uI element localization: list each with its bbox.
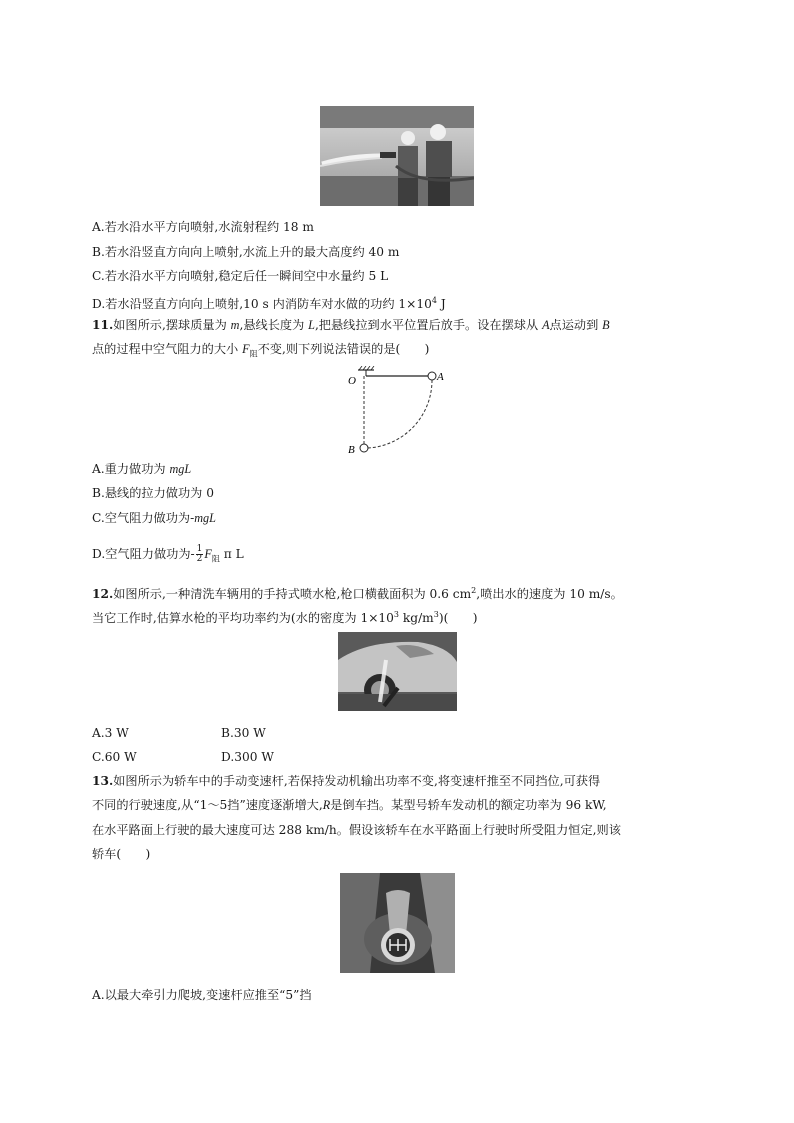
- q11-stem-line1: [92, 317, 610, 333]
- q10-option-b: B.若水沿竖直方向向上喷射,水流上升的最大高度约 40 m: [92, 245, 400, 259]
- q13-var-r: R: [322, 798, 331, 812]
- q11-option-d-f-sub: 阻: [211, 554, 220, 564]
- swing-arc: [368, 380, 432, 448]
- q12-number: 12.: [92, 587, 114, 602]
- q10-option-d-text: D.若水沿竖直方向向上喷射,10 s 内消防车对水做的功约 1×10: [92, 297, 432, 312]
- car-wash-photo: [338, 632, 457, 711]
- q11-fraction: [196, 545, 204, 564]
- q12-sup-3: 3: [433, 610, 439, 619]
- q13-text-2a: 不同的行驶速度,从“1～5挡”速度逐渐增大,: [92, 798, 323, 812]
- q11-option-a-value: mgL: [169, 462, 192, 476]
- q11-option-c-value: mgL: [194, 511, 216, 525]
- q13-option-a: A.以最大牵引力爬坡,变速杆应推至“5”挡: [92, 988, 312, 1002]
- q10-option-d-unit: J: [436, 297, 446, 312]
- q11-var-a: A: [542, 318, 550, 332]
- q11-stem-line2: [92, 341, 429, 362]
- q11-fraction-num: 1: [196, 544, 203, 554]
- q11-text-1a: 如图所示,摆球质量为: [113, 318, 231, 332]
- q11-var-b: B: [602, 318, 610, 332]
- q11-option-a: [92, 461, 191, 477]
- q12-option-d: D.300 W: [221, 750, 274, 764]
- q11-option-c: [92, 510, 216, 526]
- q13-stem-line1: [92, 773, 600, 789]
- q12-text-2c: )( ): [438, 611, 478, 626]
- q11-option-d: [92, 545, 244, 568]
- pendulum-diagram: [346, 366, 446, 458]
- q10-option-d: [92, 293, 446, 312]
- q11-fraction-den: 2: [196, 554, 203, 564]
- q11-var-l: L: [308, 318, 315, 332]
- q12-text-1b: ,喷出水的速度为 10 m/s。: [476, 587, 623, 602]
- q10-option-c: C.若水沿水平方向喷射,稳定后任一瞬间空中水量约 5 L: [92, 269, 389, 283]
- car-wash-illustration: [338, 632, 457, 711]
- q10-option-d-exponent: 4: [431, 296, 437, 305]
- q11-option-d-text: D.空气阻力做功为-: [92, 547, 195, 561]
- q11-number: 11.: [92, 318, 114, 332]
- q12-text-1a: 如图所示,一种清洗车辆用的手持式喷水枪,枪口横截面积为 0.6 cm: [113, 587, 472, 602]
- q11-option-d-f: F: [204, 547, 212, 561]
- q13-stem-line3: 在水平路面上行驶的最大速度可达 288 km/h。假设该轿车在水平路面上行驶时所受阻力恒定,则该: [92, 823, 621, 837]
- label-o: O: [348, 375, 356, 387]
- gear-shifter-photo: [340, 873, 455, 973]
- q11-var-m: m: [230, 318, 240, 332]
- q11-text-2b: 不变,则下列说法错误的是( ): [257, 342, 430, 356]
- q12-stem-line2: [92, 607, 477, 626]
- q11-option-c-text: C.空气阻力做功为-: [92, 511, 195, 525]
- ball-at-b: [360, 444, 368, 452]
- q13-text-1: 如图所示为轿车中的手动变速杆,若保持发动机输出功率不变,将变速杆推至不同挡位,可获得: [113, 774, 601, 788]
- q13-stem-line4: 轿车( ): [92, 847, 151, 861]
- q12-stem-line1: [92, 583, 623, 602]
- q13-text-2b: 是倒车挡。某型号轿车发动机的额定功率为 96 kW,: [330, 798, 607, 812]
- q11-text-2a: 点的过程中空气阻力的大小: [92, 342, 243, 356]
- gear-shifter-illustration: [340, 873, 455, 973]
- q12-option-a: A.3 W: [92, 726, 129, 740]
- q11-option-b: B.悬线的拉力做功为 0: [92, 486, 214, 500]
- q13-stem-line2: [92, 797, 607, 813]
- q12-option-c: C.60 W: [92, 750, 137, 764]
- q12-text-2b: kg/m: [399, 611, 434, 626]
- label-a: A: [437, 371, 444, 383]
- q11-option-d-rest: π L: [219, 547, 244, 561]
- q11-text-1c: ,把悬线拉到水平位置后放手。设在摆球从: [314, 318, 543, 332]
- q11-text-1b: ,悬线长度为: [239, 318, 309, 332]
- q12-sup-1: 2: [471, 586, 477, 595]
- q13-number: 13.: [92, 774, 114, 788]
- q10-option-a: A.若水沿水平方向喷射,水流射程约 18 m: [92, 220, 314, 234]
- q11-text-1d: 点运动到: [549, 318, 603, 332]
- label-b: B: [348, 444, 355, 456]
- q12-sup-2: 3: [393, 610, 400, 619]
- q12-text-2a: 当它工作时,估算水枪的平均功率约为(水的密度为 1×10: [92, 611, 394, 626]
- q12-option-b: B.30 W: [221, 726, 266, 740]
- ball-at-a: [428, 372, 436, 380]
- q11-var-f: F: [242, 342, 250, 356]
- firefighters-photo: [320, 106, 474, 206]
- firefighters-illustration: [320, 106, 474, 206]
- q11-option-a-text: A.重力做功为: [92, 462, 170, 476]
- q11-var-f-sub: 阻: [249, 349, 258, 359]
